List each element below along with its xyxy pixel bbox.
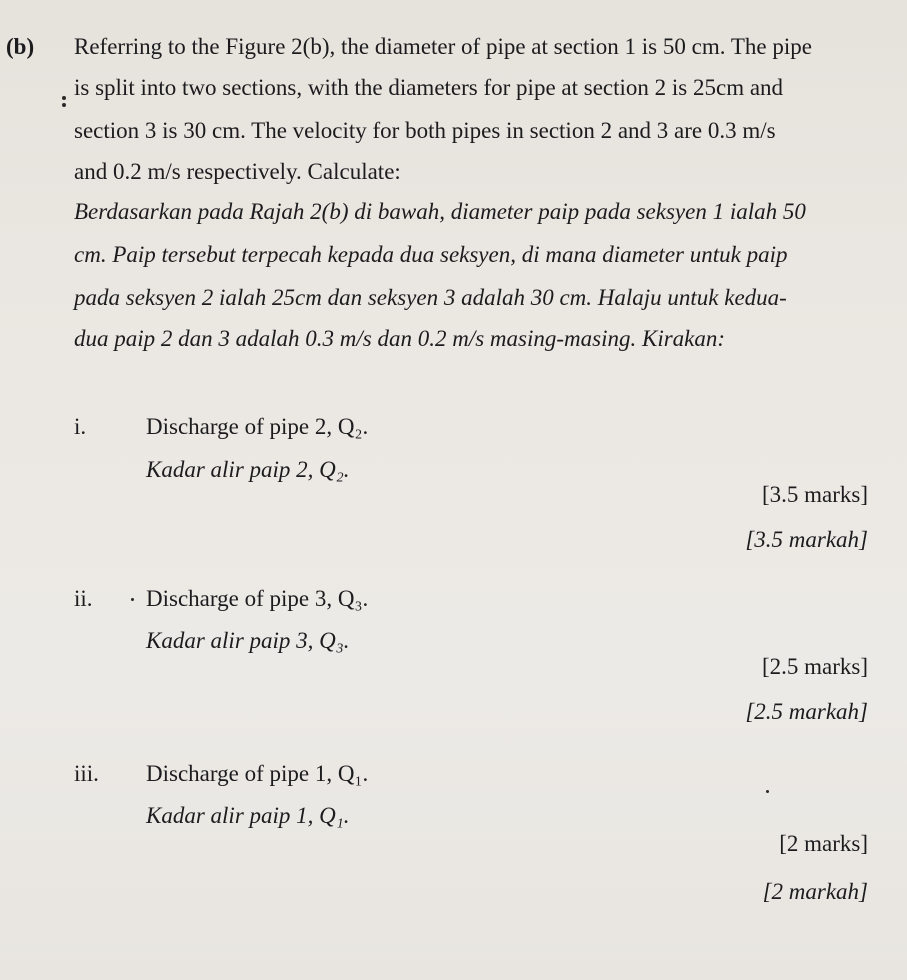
stray-mark: [131, 598, 134, 601]
part-ii-english: Discharge of pipe 3, Q₃.: [146, 586, 369, 611]
english-line-2: is split into two sections, with the diameters for pipe at section 2 is 25cm and: [74, 75, 784, 100]
part-iii-markah: [2 markah]: [762, 879, 868, 904]
part-iii-malay: Kadar alir paip 1, Q₁.: [146, 803, 350, 828]
malay-line-1: Berdasarkan pada Rajah 2(b) di bawah, diameter paip pada seksyen 1 ialah 50: [74, 199, 806, 224]
part-ii-malay: Kadar alir paip 3, Q₃.: [146, 628, 350, 653]
malay-line-2: cm. Paip tersebut terpecah kepada dua seksyen, di mana diameter untuk paip: [74, 242, 788, 267]
part-iii-label: iii.: [74, 761, 99, 786]
part-iii-marks: [2 marks]: [779, 831, 868, 856]
part-i-english: Discharge of pipe 2, Q₂.: [146, 414, 369, 439]
part-ii-marks: [2.5 marks]: [761, 654, 868, 679]
malay-line-4: dua paip 2 dan 3 adalah 0.3 m/s dan 0.2 m/s masing-masing. Kirakan:: [74, 326, 726, 351]
part-i-marks: [3.5 marks]: [761, 482, 868, 507]
part-i-label: i.: [74, 414, 87, 439]
english-line-1: Referring to the Figure 2(b), the diameter of pipe at section 1 is 50 cm. The pipe: [74, 34, 812, 59]
stray-mark: [62, 96, 66, 100]
stray-mark: [766, 790, 769, 793]
part-ii-label: ii.: [74, 586, 93, 611]
part-ii-markah: [2.5 markah]: [745, 699, 868, 724]
stray-mark: [62, 103, 66, 107]
english-line-4: and 0.2 m/s respectively. Calculate:: [74, 159, 401, 184]
malay-line-3: pada seksyen 2 ialah 25cm dan seksyen 3 adalah 30 cm. Halaju untuk kedua-: [74, 285, 787, 310]
part-i-malay: Kadar alir paip 2, Q₂.: [146, 457, 350, 482]
part-iii-english: Discharge of pipe 1, Q₁.: [146, 761, 369, 786]
english-line-3: section 3 is 30 cm. The velocity for both pipes in section 2 and 3 are 0.3 m/s: [74, 118, 776, 143]
question-marker: (b): [6, 34, 35, 59]
part-i-markah: [3.5 markah]: [745, 527, 868, 552]
